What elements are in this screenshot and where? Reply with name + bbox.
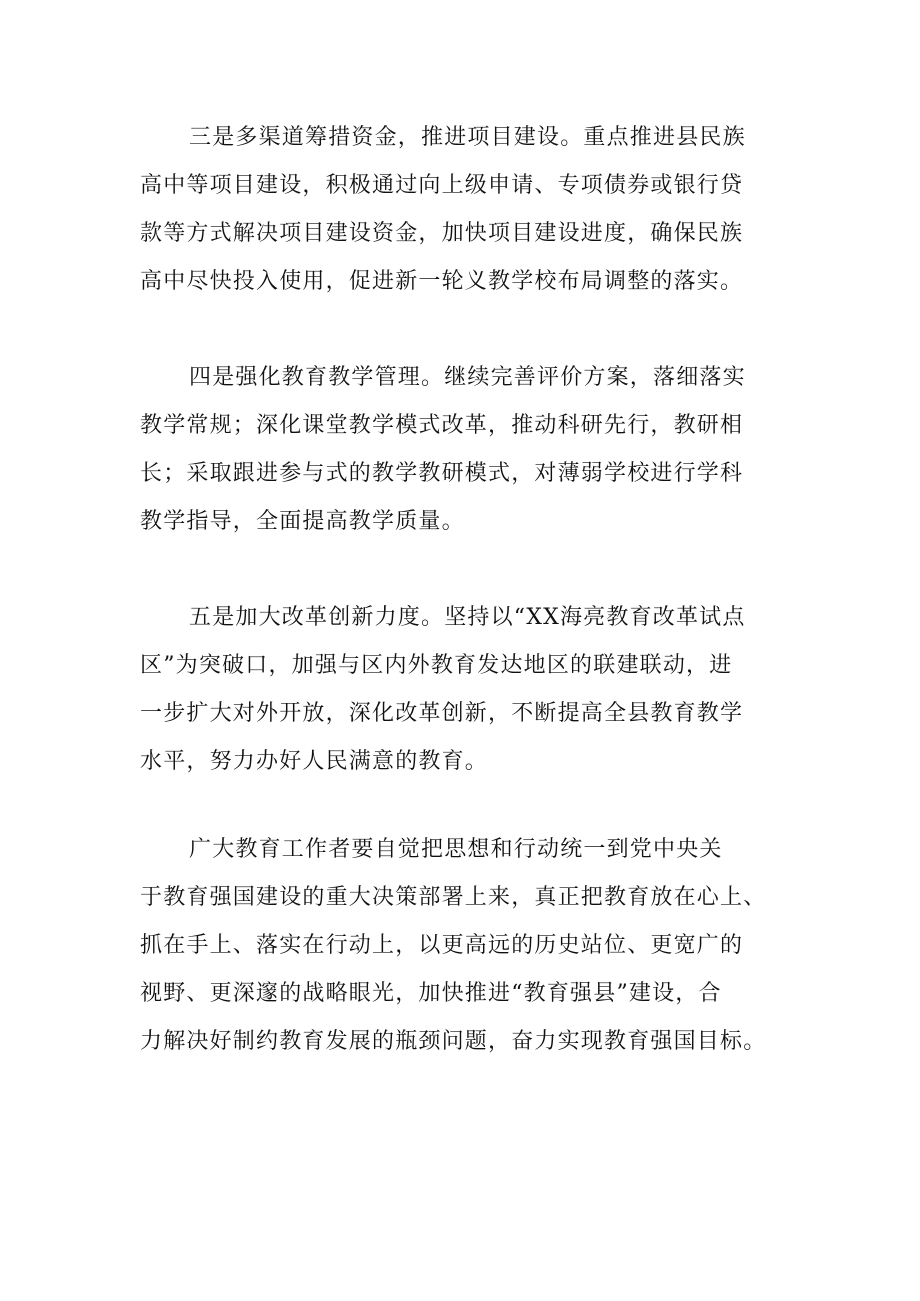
paragraph-reform-innovation xyxy=(140,594,810,786)
paragraph-line: 区”为突破口，加强与区内外教育发达地区的联建联动，进 xyxy=(140,653,733,678)
paragraph-line: 教学指导，全面提高教学质量。 xyxy=(140,509,465,534)
paragraph-line: 力解决好制约教育发展的瓶颈问题，奋力实现教育强国目标。 xyxy=(140,1029,767,1054)
paragraph-line: 四是强化教育教学管理。继续完善评价方案，落细落实 xyxy=(189,365,746,390)
paragraph-conclusion xyxy=(140,826,810,1066)
paragraph-line: 款等方式解决项目建设资金，加快项目建设进度，确保民族 xyxy=(140,221,744,246)
paragraph-line: 广大教育工作者要自觉把思想和行动统一到党中央关 xyxy=(189,837,723,862)
paragraph-teaching-management xyxy=(140,354,810,546)
paragraph-line: 水平，努力办好人民满意的教育。 xyxy=(140,749,489,774)
paragraph-line: 于教育强国建设的重大决策部署上来，真正把教育放在心上、 xyxy=(140,885,767,910)
paragraph-line: 抓在手上、落实在行动上，以更高远的历史站位、更宽广的 xyxy=(140,933,744,958)
paragraph-line: 教学常规；深化课堂教学模式改革，推动科研先行，教研相 xyxy=(140,413,744,438)
paragraph-line: 一步扩大对外开放，深化改革创新，不断提高全县教育教学 xyxy=(140,701,744,726)
paragraph-line: 五是加大改革创新力度。坚持以“XX海亮教育改革试点 xyxy=(189,605,746,630)
paragraph-line: 长；采取跟进参与式的教学教研模式，对薄弱学校进行学科 xyxy=(140,461,744,486)
paragraph-line: 视野、更深邃的战略眼光，加快推进“教育强县”建设，合 xyxy=(140,981,722,1006)
paragraph-line: 高中等项目建设，积极通过向上级申请、专项债券或银行贷 xyxy=(140,173,744,198)
paragraph-line: 三是多渠道筹措资金，推进项目建设。重点推进县民族 xyxy=(189,125,746,150)
paragraph-line: 高中尽快投入使用，促进新一轮义教学校布局调整的落实。 xyxy=(140,269,744,294)
paragraph-project-funding xyxy=(140,114,810,306)
